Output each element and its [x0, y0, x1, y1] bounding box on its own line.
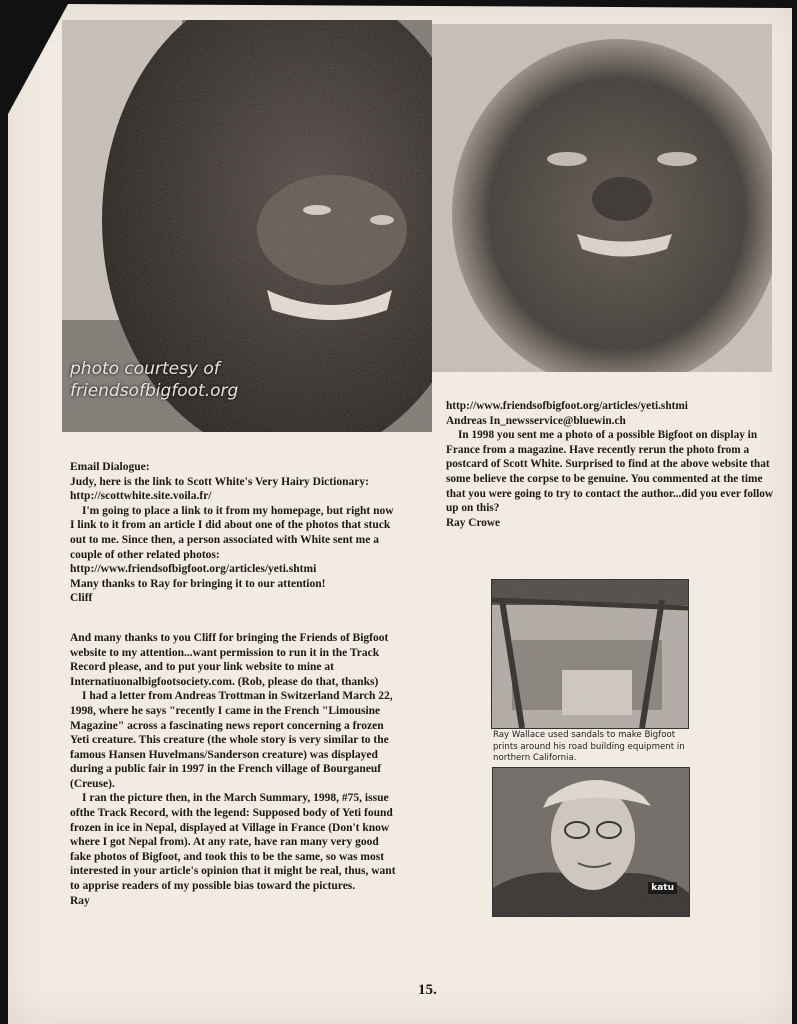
- photo-credit-line2: friendsofbigfoot.org: [70, 381, 239, 401]
- yeti-photo-right: [432, 24, 772, 372]
- yeti-face-right-image: [432, 24, 772, 372]
- tv-station-logo: katu: [648, 882, 677, 894]
- signature-ray-crowe: Ray Crowe: [446, 516, 501, 529]
- email-dialogue-heading: Email Dialogue:: [70, 461, 150, 473]
- road-equipment-image: [492, 580, 688, 728]
- paragraph: I'm going to place a link to it from my homepage, but right now I link to it from an article I did about one of the photos that stuck out to me. Since then, a person associated with White sent me a couple of other related photos:: [70, 504, 394, 561]
- article-link: http://www.friendsofbigfoot.org/articles/yeti.shtmi: [446, 400, 688, 412]
- left-column: [70, 460, 400, 908]
- right-column: [446, 399, 776, 530]
- email-line: Andreas In_newsservice@bluewin.ch: [446, 414, 626, 427]
- page-number: 15.: [418, 982, 437, 998]
- paragraph: And many thanks to you Cliff for bringing the Friends of Bigfoot website to my attention...want permission to run it in the Track Record please, and to put your link website to mine at Internatiuonalbigfootsociety.com. (Rob, please do that, thanks): [70, 631, 389, 688]
- paragraph: In 1998 you sent me a photo of a possible Bigfoot on display in France from a magazine. Have recently rerun the photo from a postcard of Scott White. Surprised to find at the above website that some believe the corpse to be genuine. You commented at the time that you were going to try to contact the author...did you ever follow up on this?: [446, 429, 774, 515]
- paragraph: Many thanks to Ray for bringing it to our attention!: [70, 577, 326, 590]
- article-link: http://www.friendsofbigfoot.org/articles/yeti.shtmi: [70, 563, 317, 576]
- truck-photo: [491, 579, 689, 729]
- paragraph: I ran the picture then, in the March Summary, 1998, #75, issue ofthe Track Record, with the legend: Supposed body of Yeti found frozen in ice in Nepal, displayed at Village in France (Don't know where I got Nepal from). At any rate, have ran many very good fake photos of Bigfoot, and took this to be the same, so was most interested in your article's opinion that it might be real, thus, want to apprise readers of my possible bias toward the pictures.: [70, 792, 396, 893]
- paragraph: I had a letter from Andreas Trottman in Switzerland March 22, 1998, where he says "recently I came in the French "Limousine Magazine" across a fascinating news report concerning a frozen Yeti creature. This creature (the whole story is very similar to the famous Hansen Huvelmans/Sanderson creature) was displayed during a public fair in 1997 in the French village of Bourganeuf (Creuse).: [70, 690, 393, 790]
- signature-ray: Ray: [70, 894, 90, 907]
- signature-cliff: Cliff: [70, 592, 93, 605]
- photo-credit-line1: photo courtesy of: [70, 359, 220, 379]
- ray-wallace-photo: [492, 767, 690, 917]
- truck-photo-caption: Ray Wallace used sandals to make Bigfoot prints around his road building equipment in northern California.: [493, 730, 685, 763]
- paragraph: Judy, here is the link to Scott White's Very Hairy Dictionary: http://scottwhite.site.voila.fr/: [70, 475, 369, 503]
- photo-credit: [70, 358, 290, 402]
